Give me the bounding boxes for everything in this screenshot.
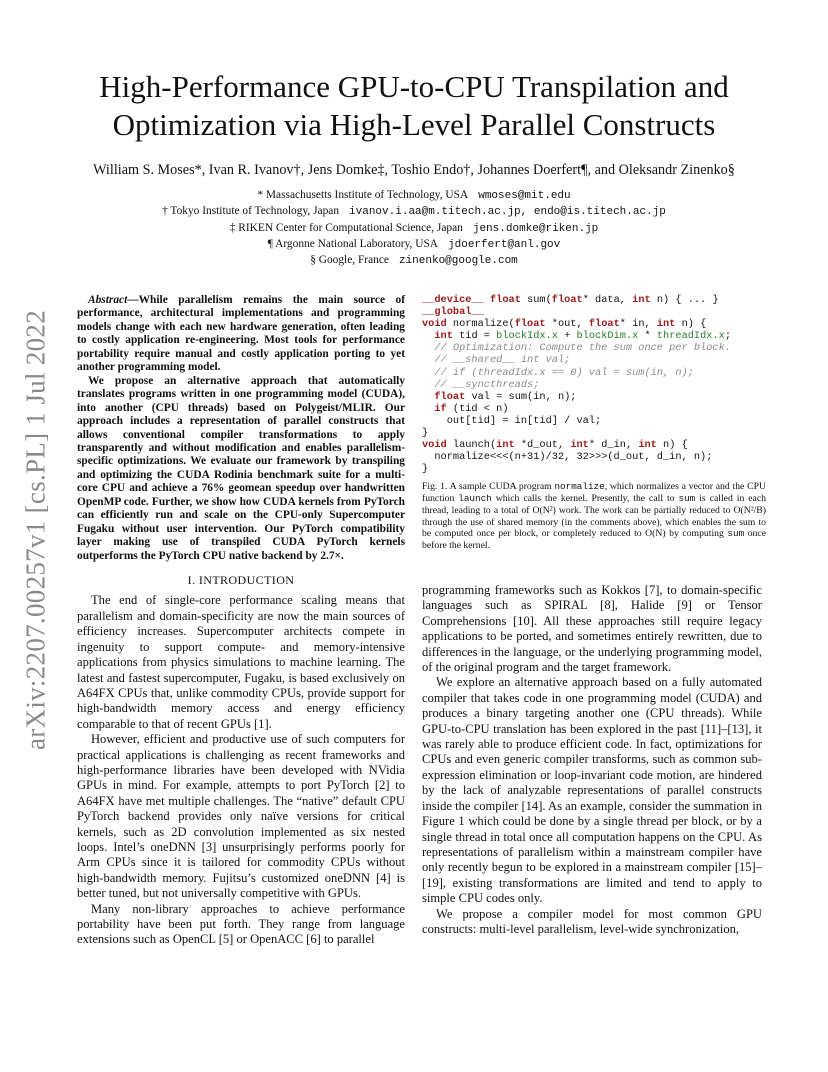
intro-paragraph-2: However, efficient and productive use of such computers for practical applications is challenging as recent frameworks and high-performance libraries have been developed with NVidia GPUs in mind. For example, attempts to port PyTorch [2] to A64FX have met multiple challenges. The “native” default CPU PyTorch backend provides only naïve versions for critical kernels, such as 2D convolution implemented as six nested loops. Intel’s oneDNN [3] unsurprisingly performs poorly for Arm CPUs since it is tailored for commodity CPUs without high-bandwidth memory. Fujitsu’s customized oneDNN [4] is better tuned, but not universally competitive with GPUs. — [77, 732, 405, 901]
code-line: // __syncthreads; — [422, 378, 540, 391]
code-line: __global__ — [422, 306, 484, 319]
affiliation-text: § Google, France — [310, 254, 389, 267]
affiliation-line — [60, 253, 768, 269]
code-line: normalize<<<(n+31)/32, 32>>>(d_out, d_in, n); — [422, 451, 713, 464]
code-line: out[tid] = in[tid] / val; — [422, 414, 602, 427]
abstract-paragraph-1: Abstract—While parallelism remains the main source of performance, architectural implementations and programming models change with each new hardware generation, often leading to costly application re-engineering. Most tools for performance portability require manual and costly application porting to yet another programming model. — [77, 294, 405, 374]
affiliation-line — [60, 188, 768, 204]
affiliations — [60, 188, 768, 269]
affiliation-email: jdoerfert@anl.gov — [448, 238, 561, 251]
code-line: } — [422, 463, 429, 476]
code-line: } — [422, 427, 429, 440]
affiliation-email: zinenko@google.com — [398, 255, 518, 268]
right-paragraph-3: We propose a compiler model for most common GPU constructs: multi-level parallelism, level-wide synchronization, — [422, 906, 762, 936]
code-line: void launch(int *d_out, int* d_in, int n) { — [422, 439, 688, 452]
left-column — [77, 294, 405, 948]
introduction-body — [77, 593, 405, 947]
abstract-paragraph-2: We propose an alternative approach that automatically translates programs written in one programming model (CUDA), into another (CPU threads) based on Polygeist/MLIR. Our approach includes a representation of parallel constructs that allows conventional compiler transformations to apply transparently and without modification and enables parallelism-specific optimizations. We evaluate our framework by transpiling and optimizing the CUDA Rodinia benchmark suite for a multi-core CPU and achieve a 76% geomean speedup over handwritten OpenMP code. Further, we show how CUDA kernels from PyTorch can efficiently run and scale on the CPU-only Supercomputer Fugaku without user intervention. Our PyTorch compatibility layer making use of transpiled CUDA PyTorch kernels outperforms the PyTorch CPU native backend by 2.7×. — [77, 374, 405, 562]
right-paragraph-1: programming frameworks such as Kokkos [7], to domain-specific languages such as SPIRAL [8], Halide [9] or Tensor Comprehensions [10]. All these approaches still require legacy applications to be ported, and sometimes entirely rewritten, due to differences in the language, or the underlying programming model, of the original program and the target framework. — [422, 583, 762, 675]
code-line: float val = sum(in, n); — [434, 390, 577, 403]
code-line: // __shared__ int val; — [422, 354, 571, 367]
right-paragraph-2: We explore an alternative approach based on a fully automated compiler that takes code in one programming model (CUDA) and produces a binary targeting another one (CPU threads). While GPU-to-CPU translation has been explored in the past [11]–[13], it was rarely able to produce efficient code. In fact, optimizations for CPUs and even generic compiler transforms, such as common sub-expression elimination or loop-invariant code motion, are hindered by the lack of analyzable representations of parallel constructs inside the compiler [14]. As an example, consider the summation in Figure 1 which could be done by a single thread per block, or by a single thread in total once all computation happens on the CPU. As representations of parallelism within a mainstream compiler have only recently begun to be explored in a mainstream compiler [15]–[19], existing transformations are limited and tend to apply to simple CPU codes only. — [422, 675, 762, 906]
figure-caption: Fig. 1. A sample CUDA program normalize, which normalizes a vector and the CPU function launch which calls the kernel. Presently, the call to sum is called in each thread, leading to a total of O(N²) work. The work can be partially reduced to O(N²/B) through the use of shared memory (in the comments above), which enables the sum to be computed once per block, or completely reduced to O(N) by computing sum once before the kernel. — [422, 481, 766, 551]
code-line: // if (threadIdx.x == 0) val = sum(in, n); — [422, 366, 694, 379]
code-line: if (tid < n) — [434, 402, 509, 415]
arxiv-identifier: arXiv:2207.00257v1 [cs.PL] 1 Jul 2022 — [20, 309, 51, 751]
intro-paragraph-1: The end of single-core performance scaling means that parallelism and domain-specificity are now the main sources of efficiency increases. Supercomputer architects compete in ingenuity to support compute- and memory-intensive applications from physics simulations to machine learning. The latest and fastest supercomputer, Fugaku, is based exclusively on A64FX CPUs that, unlike commodity CPUs, provide support for high-bandwidth memory access and energy efficiency comparable to that of recent GPUs [1]. — [77, 593, 405, 731]
paper-title: High-Performance GPU-to-CPU Transpilation and Optimization via High-Level Parallel Constructs — [99, 69, 729, 142]
affiliation-line — [60, 237, 768, 253]
code-listing — [422, 294, 766, 475]
abstract — [77, 294, 405, 563]
affiliation-line — [60, 204, 768, 220]
arxiv-sidebar — [14, 300, 58, 760]
code-line: int tid = blockIdx.x + blockDim.x * threadIdx.x; — [434, 330, 732, 343]
affiliation-text: † Tokyo Institute of Technology, Japan — [162, 205, 340, 218]
code-line: // Optimization: Compute the sum once per block. — [422, 342, 731, 355]
author-list: William S. Moses*, Ivan R. Ivanov†, Jens Domke‡, Toshio Endo†, Johannes Doerfert¶, and Oleksandr Zinenko§ — [93, 162, 735, 178]
affiliation-email: jens.domke@riken.jp — [472, 222, 599, 235]
affiliation-text: * Massachusetts Institute of Technology, USA — [257, 189, 469, 201]
intro-paragraph-3: Many non-library approaches to achieve performance portability have been put forth. They range from language extensions such as OpenCL [5] or OpenACC [6] to parallel — [77, 901, 405, 947]
right-column-body — [422, 583, 762, 937]
figure-1 — [422, 294, 766, 552]
affiliation-text: ‡ RIKEN Center for Computational Science, Japan — [229, 221, 463, 234]
code-line: __device__ float sum(float* data, int n) { ... } — [422, 294, 719, 306]
affiliation-email: wmoses@mit.edu — [478, 190, 571, 202]
affiliation-line — [60, 221, 768, 237]
code-line: void normalize(float *out, float* in, int n) { — [422, 318, 707, 331]
section-heading-introduction: I. INTRODUCTION — [187, 573, 295, 588]
abstract-label: Abstract — [88, 294, 128, 306]
affiliation-email: ivanov.i.aa@m.titech.ac.jp, endo@is.titech.ac.jp — [349, 206, 666, 219]
affiliation-text: ¶ Argonne National Laboratory, USA — [267, 237, 439, 250]
